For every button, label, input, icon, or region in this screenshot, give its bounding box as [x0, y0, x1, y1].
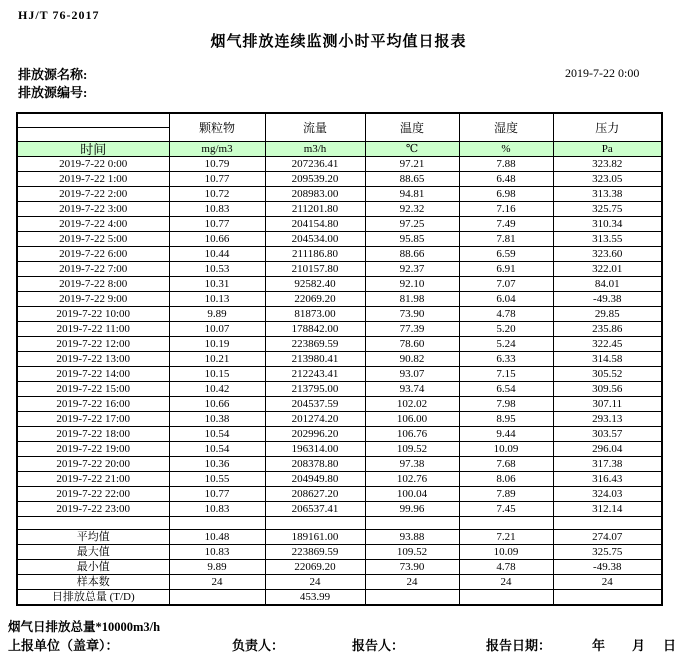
value-cell: 10.66: [169, 397, 265, 412]
value-cell: 84.01: [553, 277, 662, 292]
value-cell: -49.38: [553, 292, 662, 307]
table-row: [17, 217, 662, 232]
summary-value: 10.09: [459, 545, 553, 560]
unit-header-row: [17, 142, 662, 157]
value-cell: 106.00: [365, 412, 459, 427]
blank-cell: [459, 517, 553, 530]
value-cell: 10.21: [169, 352, 265, 367]
summary-label: 样本数: [17, 575, 169, 590]
table-row: [17, 277, 662, 292]
value-cell: 90.82: [365, 352, 459, 367]
report-date-label: 报告日期：: [486, 638, 552, 653]
value-cell: 309.56: [553, 382, 662, 397]
value-cell: 323.05: [553, 172, 662, 187]
value-cell: 9.89: [169, 307, 265, 322]
summary-value: 73.90: [365, 560, 459, 575]
summary-value: 93.88: [365, 530, 459, 545]
value-cell: 10.44: [169, 247, 265, 262]
table-row: [17, 382, 662, 397]
summary-value: 10.83: [169, 545, 265, 560]
value-cell: 312.14: [553, 502, 662, 517]
summary-value: [553, 590, 662, 606]
summary-row: [17, 575, 662, 590]
unit-humidity: %: [459, 142, 553, 157]
time-cell: 2019-7-22 11:00: [17, 322, 169, 337]
value-cell: 92.10: [365, 277, 459, 292]
value-cell: 10.53: [169, 262, 265, 277]
value-cell: 196314.00: [265, 442, 365, 457]
time-cell: 2019-7-22 6:00: [17, 247, 169, 262]
value-cell: 209539.20: [265, 172, 365, 187]
value-cell: 7.07: [459, 277, 553, 292]
pollutant-header-row: [17, 113, 662, 128]
value-cell: 6.48: [459, 172, 553, 187]
summary-label: 日排放总量 (T/D): [17, 590, 169, 606]
value-cell: 317.38: [553, 457, 662, 472]
month-label: 月: [632, 638, 646, 653]
table-row: [17, 457, 662, 472]
value-cell: 78.60: [365, 337, 459, 352]
time-cell: 2019-7-22 19:00: [17, 442, 169, 457]
value-cell: 208627.20: [265, 487, 365, 502]
report-datetime: 2019-7-22 0:00: [565, 66, 640, 80]
value-cell: 10.55: [169, 472, 265, 487]
unit-flow: m3/h: [265, 142, 365, 157]
value-cell: 10.66: [169, 232, 265, 247]
summary-value: [365, 590, 459, 606]
time-cell: 2019-7-22 13:00: [17, 352, 169, 367]
value-cell: 314.58: [553, 352, 662, 367]
column-header-humidity: 湿度: [459, 113, 553, 142]
value-cell: 10.42: [169, 382, 265, 397]
unit-pressure: Pa: [553, 142, 662, 157]
time-cell: 2019-7-22 7:00: [17, 262, 169, 277]
value-cell: 10.77: [169, 487, 265, 502]
blank-cell: [553, 517, 662, 530]
table-row: [17, 472, 662, 487]
time-cell: 2019-7-22 4:00: [17, 217, 169, 232]
value-cell: 10.77: [169, 172, 265, 187]
value-cell: 7.68: [459, 457, 553, 472]
blank-cell: [265, 517, 365, 530]
table-row: [17, 202, 662, 217]
time-cell: 2019-7-22 17:00: [17, 412, 169, 427]
summary-value: 10.48: [169, 530, 265, 545]
value-cell: 102.02: [365, 397, 459, 412]
value-cell: 10.83: [169, 502, 265, 517]
value-cell: 22069.20: [265, 292, 365, 307]
value-cell: 212243.41: [265, 367, 365, 382]
column-header-flow: 流量: [265, 113, 365, 142]
value-cell: 99.96: [365, 502, 459, 517]
value-cell: 10.19: [169, 337, 265, 352]
time-cell: 2019-7-22 23:00: [17, 502, 169, 517]
table-row: [17, 397, 662, 412]
value-cell: 10.13: [169, 292, 265, 307]
value-cell: 206537.41: [265, 502, 365, 517]
source-name-label: 排放源名称:: [18, 67, 88, 82]
value-cell: 29.85: [553, 307, 662, 322]
table-row: [17, 352, 662, 367]
value-cell: 313.55: [553, 232, 662, 247]
value-cell: 10.31: [169, 277, 265, 292]
summary-value: 22069.20: [265, 560, 365, 575]
table-row: [17, 412, 662, 427]
value-cell: 323.82: [553, 157, 662, 172]
value-cell: 7.89: [459, 487, 553, 502]
value-cell: 6.59: [459, 247, 553, 262]
value-cell: 307.11: [553, 397, 662, 412]
spacer-row: [17, 517, 662, 530]
summary-value: 24: [553, 575, 662, 590]
value-cell: 235.86: [553, 322, 662, 337]
table-row: [17, 337, 662, 352]
value-cell: 207236.41: [265, 157, 365, 172]
summary-row: [17, 545, 662, 560]
value-cell: 10.38: [169, 412, 265, 427]
value-cell: 204154.80: [265, 217, 365, 232]
value-cell: 7.98: [459, 397, 553, 412]
value-cell: 204949.80: [265, 472, 365, 487]
value-cell: 204537.59: [265, 397, 365, 412]
column-header-pressure: 压力: [553, 113, 662, 142]
value-cell: 208983.00: [265, 187, 365, 202]
value-cell: 95.85: [365, 232, 459, 247]
value-cell: 94.81: [365, 187, 459, 202]
summary-value: 4.78: [459, 560, 553, 575]
hourly-rows: [17, 157, 662, 517]
table-row: [17, 442, 662, 457]
value-cell: 92.37: [365, 262, 459, 277]
year-label: 年: [592, 638, 606, 653]
summary-label: 最小值: [17, 560, 169, 575]
value-cell: 9.44: [459, 427, 553, 442]
summary-value: 453.99: [265, 590, 365, 606]
value-cell: 5.20: [459, 322, 553, 337]
value-cell: 213980.41: [265, 352, 365, 367]
blank-cell: [169, 517, 265, 530]
value-cell: 8.06: [459, 472, 553, 487]
page-title: 烟气排放连续监测小时平均值日报表: [210, 34, 467, 50]
table-row: [17, 247, 662, 262]
value-cell: 6.04: [459, 292, 553, 307]
table-row: [17, 262, 662, 277]
summary-label: 平均值: [17, 530, 169, 545]
column-header-pm: 颗粒物: [169, 113, 265, 142]
value-cell: 7.45: [459, 502, 553, 517]
value-cell: 211201.80: [265, 202, 365, 217]
value-cell: 7.81: [459, 232, 553, 247]
summary-value: 109.52: [365, 545, 459, 560]
value-cell: 5.24: [459, 337, 553, 352]
value-cell: 10.15: [169, 367, 265, 382]
time-cell: 2019-7-22 15:00: [17, 382, 169, 397]
value-cell: 322.45: [553, 337, 662, 352]
summary-value: 24: [169, 575, 265, 590]
reporter-label: 报告人：: [352, 638, 405, 653]
table-row: [17, 367, 662, 382]
summary-label: 最大值: [17, 545, 169, 560]
time-cell: 2019-7-22 3:00: [17, 202, 169, 217]
value-cell: 109.52: [365, 442, 459, 457]
blank-cell: [17, 517, 169, 530]
summary-value: 325.75: [553, 545, 662, 560]
time-cell: 2019-7-22 2:00: [17, 187, 169, 202]
value-cell: 10.07: [169, 322, 265, 337]
value-cell: 325.75: [553, 202, 662, 217]
value-cell: 73.90: [365, 307, 459, 322]
summary-value: [169, 590, 265, 606]
value-cell: 310.34: [553, 217, 662, 232]
value-cell: 77.39: [365, 322, 459, 337]
summary-value: 24: [365, 575, 459, 590]
spacer-section: [17, 517, 662, 530]
value-cell: 10.54: [169, 442, 265, 457]
value-cell: 322.01: [553, 262, 662, 277]
table-row: [17, 427, 662, 442]
summary-value: 189161.00: [265, 530, 365, 545]
value-cell: 211186.80: [265, 247, 365, 262]
time-cell: 2019-7-22 20:00: [17, 457, 169, 472]
time-cell: 2019-7-22 10:00: [17, 307, 169, 322]
column-header-temperature: 温度: [365, 113, 459, 142]
table-row: [17, 187, 662, 202]
value-cell: 92.32: [365, 202, 459, 217]
value-cell: 213795.00: [265, 382, 365, 397]
signature-line: [0, 635, 677, 653]
table-row: [17, 307, 662, 322]
summary-row: [17, 530, 662, 545]
value-cell: 293.13: [553, 412, 662, 427]
value-cell: 313.38: [553, 187, 662, 202]
summary-rows: [17, 530, 662, 606]
value-cell: 6.91: [459, 262, 553, 277]
unit-pm: mg/m3: [169, 142, 265, 157]
summary-row: [17, 560, 662, 575]
daily-total-note: 烟气日排放总量*10000m3/h: [8, 620, 161, 634]
value-cell: 88.66: [365, 247, 459, 262]
value-cell: 223869.59: [265, 337, 365, 352]
summary-value: -49.38: [553, 560, 662, 575]
table-row: [17, 232, 662, 247]
value-cell: 97.25: [365, 217, 459, 232]
value-cell: 8.95: [459, 412, 553, 427]
time-cell: 2019-7-22 5:00: [17, 232, 169, 247]
value-cell: 178842.00: [265, 322, 365, 337]
value-cell: 303.57: [553, 427, 662, 442]
time-cell: 2019-7-22 18:00: [17, 427, 169, 442]
time-cell: 2019-7-22 8:00: [17, 277, 169, 292]
value-cell: 10.79: [169, 157, 265, 172]
time-cell: 2019-7-22 1:00: [17, 172, 169, 187]
value-cell: 10.36: [169, 457, 265, 472]
standard-number: HJ/T 76-2017: [18, 8, 100, 22]
table-row: [17, 487, 662, 502]
value-cell: 6.54: [459, 382, 553, 397]
blank-cell: [17, 128, 169, 142]
blank-cell: [365, 517, 459, 530]
time-cell: 2019-7-22 22:00: [17, 487, 169, 502]
value-cell: 10.09: [459, 442, 553, 457]
summary-value: 223869.59: [265, 545, 365, 560]
table-row: [17, 502, 662, 517]
summary-value: 274.07: [553, 530, 662, 545]
summary-value: 7.21: [459, 530, 553, 545]
value-cell: 6.33: [459, 352, 553, 367]
value-cell: 201274.20: [265, 412, 365, 427]
time-header: 时间: [17, 142, 169, 157]
value-cell: 10.83: [169, 202, 265, 217]
value-cell: 10.54: [169, 427, 265, 442]
value-cell: 4.78: [459, 307, 553, 322]
table-row: [17, 292, 662, 307]
value-cell: 93.07: [365, 367, 459, 382]
value-cell: 10.72: [169, 187, 265, 202]
value-cell: 296.04: [553, 442, 662, 457]
summary-value: 24: [265, 575, 365, 590]
time-cell: 2019-7-22 21:00: [17, 472, 169, 487]
time-cell: 2019-7-22 9:00: [17, 292, 169, 307]
value-cell: 93.74: [365, 382, 459, 397]
value-cell: 97.21: [365, 157, 459, 172]
value-cell: 7.15: [459, 367, 553, 382]
summary-value: [459, 590, 553, 606]
summary-value: 24: [459, 575, 553, 590]
value-cell: 210157.80: [265, 262, 365, 277]
value-cell: 81873.00: [265, 307, 365, 322]
value-cell: 81.98: [365, 292, 459, 307]
time-cell: 2019-7-22 16:00: [17, 397, 169, 412]
day-label: 日: [663, 638, 677, 653]
value-cell: 324.03: [553, 487, 662, 502]
value-cell: 316.43: [553, 472, 662, 487]
hourly-average-table: [16, 112, 663, 606]
value-cell: 204534.00: [265, 232, 365, 247]
value-cell: 100.04: [365, 487, 459, 502]
value-cell: 97.38: [365, 457, 459, 472]
reporting-unit-label: 上报单位（盖章）：: [8, 638, 119, 653]
table-row: [17, 322, 662, 337]
value-cell: 10.77: [169, 217, 265, 232]
value-cell: 6.98: [459, 187, 553, 202]
value-cell: 92582.40: [265, 277, 365, 292]
responsible-person-label: 负责人：: [232, 638, 285, 653]
value-cell: 208378.80: [265, 457, 365, 472]
value-cell: 7.16: [459, 202, 553, 217]
source-code-label: 排放源编号:: [18, 85, 88, 100]
value-cell: 102.76: [365, 472, 459, 487]
value-cell: 305.52: [553, 367, 662, 382]
time-cell: 2019-7-22 14:00: [17, 367, 169, 382]
value-cell: 323.60: [553, 247, 662, 262]
time-cell: 2019-7-22 0:00: [17, 157, 169, 172]
table-row: [17, 172, 662, 187]
blank-cell: [17, 113, 169, 128]
value-cell: 106.76: [365, 427, 459, 442]
value-cell: 88.65: [365, 172, 459, 187]
summary-value: 9.89: [169, 560, 265, 575]
summary-row: [17, 590, 662, 606]
value-cell: 7.88: [459, 157, 553, 172]
table-row: [17, 157, 662, 172]
value-cell: 7.49: [459, 217, 553, 232]
value-cell: 202996.20: [265, 427, 365, 442]
time-cell: 2019-7-22 12:00: [17, 337, 169, 352]
unit-temperature: ℃: [365, 142, 459, 157]
